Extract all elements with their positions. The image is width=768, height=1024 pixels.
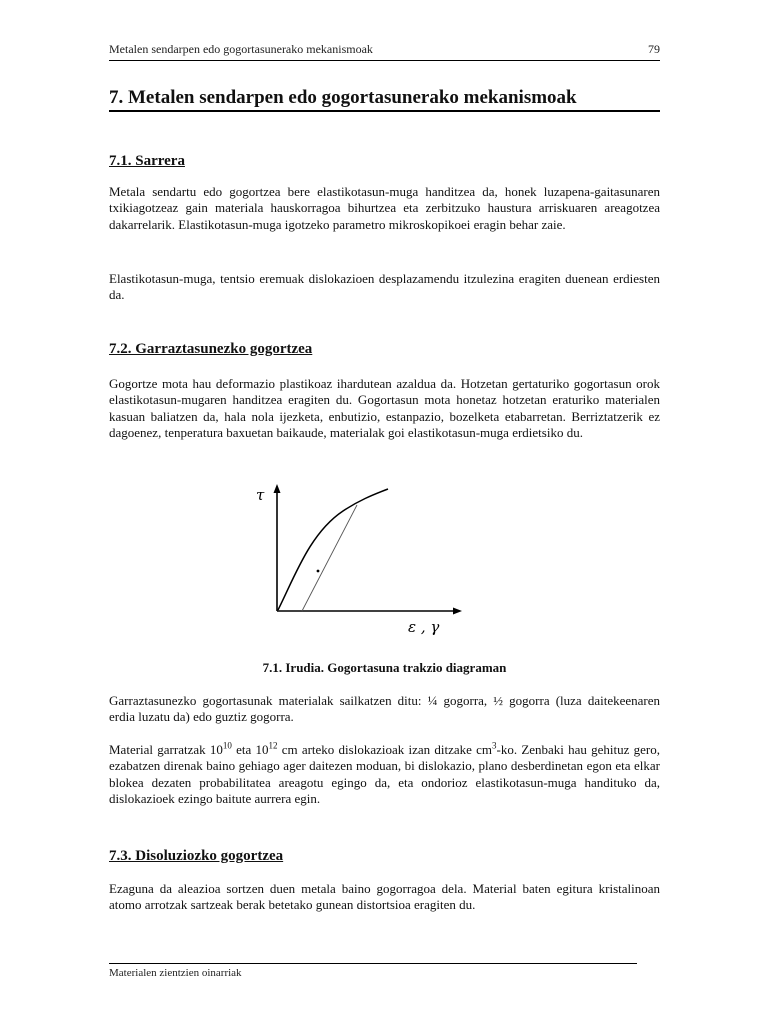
stress-strain-figure (250, 478, 480, 638)
running-title: Metalen sendarpen edo gogortasunerako mekanismoak (109, 42, 373, 56)
running-header (109, 42, 660, 57)
figure-caption: 7.1. Irudia. Gogortasuna trakzio diagraman (262, 660, 507, 675)
x-axis-arrow (453, 608, 462, 615)
y-axis-arrow (274, 484, 281, 493)
paragraph: Ezaguna da aleazioa sortzen duen metala baino gogorragoa dela. Material baten egitura kristalinoan atomo arrotzak sartzeak berak betetako gunean distortsioa eragiten du. (109, 881, 660, 913)
hardening-curve (278, 489, 388, 610)
y-axis-label: τ (256, 486, 265, 504)
section-heading-disoluziozko: 7.3. Disoluziozko gogortzea (109, 848, 284, 864)
section-heading-sarrera: 7.1. Sarrera (109, 153, 185, 169)
paragraph: Gogortze mota hau deformazio plastikoaz ihardutean azaldua da. Hotzetan gertaturiko gogortasun orok elastikotasun-mugaren handitzea eragiten du. Gogortasun mota honetaz hotzetan eraturiko materialen kasuan baliatzen da, hala nola ijezketa, enbutizio, estanpazio, bozelketa etabarretan. Berriztatzerik ez dagoenez, tenperatura baxuetan baikaude, materialak goi elastikotasun-muga erdietsiko du. (109, 376, 660, 440)
hardening-diagram (250, 478, 480, 638)
paragraph-material: Material garratzak $10^{10}$ eta $10^{12}$ cm arteko dislokazioak izan ditzake $cm^3-ko$. Zenbaki hau gehituz gero, ezabatzen direnak baino gehiago ager daitezen moduan, bi dislokazio, plano desberdinetan egon eta elkar blokea dezaten probabilitatea areagotu egingo da, eta ondorioz elastikotasun-muga handituko da, dislokazioek ezingo baitute aurrera egin. (109, 740, 660, 806)
paragraph: Elastikotasun-muga, tentsio eremuak dislokazioen desplazamendu itzulezina eragiten duenean erdiesten da. (109, 271, 660, 303)
page-number: 79 (648, 42, 660, 56)
section-heading-garraztasunezko: 7.2. Garraztasunezko gogortzea (109, 341, 313, 357)
paragraph: Garraztasunezko gogortasunak materialak sailkatzen ditu: ¼ gogorra, ½ gogorra (luza daitekeenaren erdia luzatu da) edo guztiz gogorra. (109, 693, 660, 725)
unloading-line (302, 505, 357, 611)
footer-text: Materialen zientzien oinarriak (109, 967, 242, 979)
x-axis-label: ε , γ (408, 618, 440, 636)
header-rule (109, 60, 660, 61)
footer-rule (109, 963, 637, 964)
title-rule (109, 110, 660, 112)
chapter-title: 7. Metalen sendarpen edo gogortasunerako mekanismoak (109, 87, 577, 108)
curve-point (317, 570, 320, 573)
paragraph: Metala sendartu edo gogortzea bere elastikotasun-muga handitzea da, honek luzapena-gaitasunaren txikiagotzeaz gain materiala hauskorragoa bihurtzea eta zerbitzuko haustura arriskuaren areagotzea dakarrelarik. Elastikotasun-muga igotzeko parametro mikroskopikoei eragin behar zaie. (109, 184, 660, 232)
